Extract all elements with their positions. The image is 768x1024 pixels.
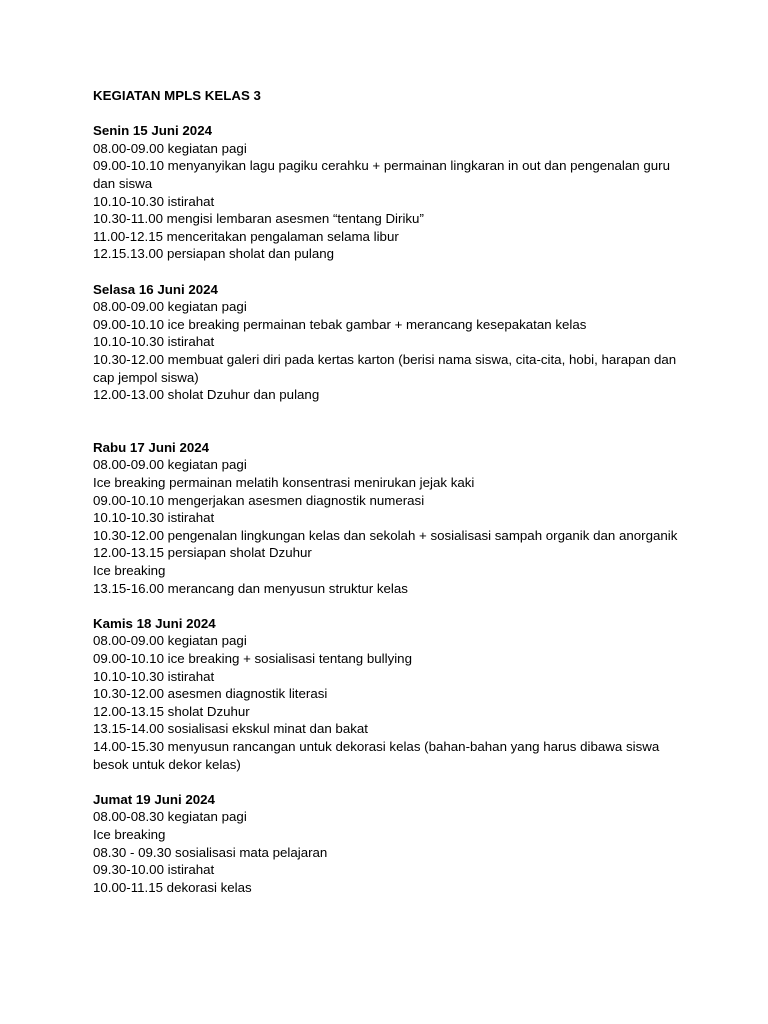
schedule-entry: 08.00-09.00 kegiatan pagi (93, 140, 247, 156)
schedule-entry: Ice breaking (93, 826, 166, 842)
schedule-entry: 10.30-12.00 membuat galeri diri pada kertas karton (berisi nama siswa, cita-cita, hobi, harapan dan cap jempol siswa) (93, 351, 677, 385)
schedule-entry: 10.30-12.00 asesmen diagnostik literasi (93, 686, 328, 702)
schedule-entry: 08.00-09.00 kegiatan pagi (93, 633, 247, 649)
schedule-entry: 10.30-11.00 mengisi lembaran asesmen “tentang Diriku” (93, 211, 424, 227)
schedule-entry: 08.00-09.00 kegiatan pagi (93, 457, 247, 473)
schedule-entry: 10.10-10.30 istirahat (93, 668, 215, 684)
schedule-entry: 10.30-12.00 pengenalan lingkungan kelas dan sekolah + sosialisasi sampah organik dan anorganik (93, 527, 678, 543)
schedule-entry: 12.15.13.00 persiapan sholat dan pulang (93, 246, 335, 262)
schedule-entry: 10.00-11.15 dekorasi kelas (93, 879, 252, 895)
schedule-entry: 12.00-13.15 sholat Dzuhur (93, 703, 250, 719)
schedule-entry: 13.15-16.00 merancang dan menyusun struktur kelas (93, 580, 408, 596)
day-section-senin (93, 122, 693, 263)
day-heading: Rabu 17 Juni 2024 (93, 439, 210, 455)
schedule-entry: 13.15-14.00 sosialisasi ekskul minat dan bakat (93, 721, 368, 737)
day-heading: Jumat 19 Juni 2024 (93, 791, 215, 807)
schedule-entry: 10.10-10.30 istirahat (93, 334, 215, 350)
day-section-kamis (93, 615, 693, 773)
schedule-entry: 08.30 - 09.30 sosialisasi mata pelajaran (93, 844, 328, 860)
day-section-selasa (93, 281, 693, 404)
schedule-entry: 09.00-10.10 mengerjakan asesmen diagnostik numerasi (93, 492, 425, 508)
document-title: KEGIATAN MPLS KELAS 3 (93, 88, 261, 103)
schedule-entry: Ice breaking (93, 563, 166, 579)
schedule-entry: 08.00-09.00 kegiatan pagi (93, 299, 247, 315)
day-heading: Kamis 18 Juni 2024 (93, 615, 216, 631)
schedule-entry: 09.30-10.00 istirahat (93, 862, 215, 878)
schedule-entry: 10.10-10.30 istirahat (93, 510, 215, 526)
schedule-entry: 08.00-08.30 kegiatan pagi (93, 809, 247, 825)
schedule-entry: 09.00-10.10 ice breaking permainan tebak gambar + merancang kesepakatan kelas (93, 316, 587, 332)
schedule-entry: 10.10-10.30 istirahat (93, 193, 215, 209)
day-section-jumat (93, 791, 693, 897)
document-page (93, 87, 693, 896)
day-section-rabu (93, 439, 693, 597)
schedule-entry: 14.00-15.30 menyusun rancangan untuk dekorasi kelas (bahan-bahan yang harus dibawa siswa besok untuk dekor kelas) (93, 738, 660, 772)
schedule-entry: 12.00-13.00 sholat Dzuhur dan pulang (93, 387, 320, 403)
day-heading: Senin 15 Juni 2024 (93, 123, 212, 139)
day-heading: Selasa 16 Juni 2024 (93, 281, 218, 297)
schedule-entry: 09.00-10.10 ice breaking + sosialisasi tentang bullying (93, 651, 412, 666)
schedule-entry: 12.00-13.15 persiapan sholat Dzuhur (93, 545, 312, 561)
schedule-entry: 09.00-10.10 menyanyikan lagu pagiku cerahku + permainan lingkaran in out dan pengenalan guru dan siswa (93, 158, 670, 191)
schedule-entry: Ice breaking permainan melatih konsentrasi menirukan jejak kaki (93, 475, 475, 491)
schedule-entry: 11.00-12.15 menceritakan pengalaman selama libur (93, 228, 399, 244)
